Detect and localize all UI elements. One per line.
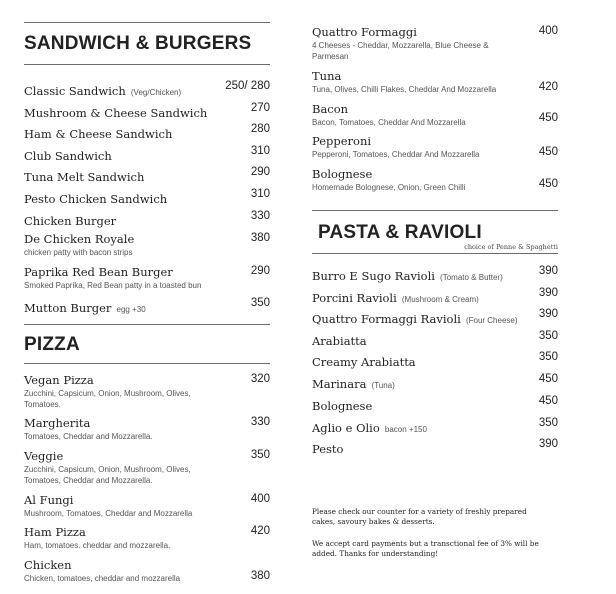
item-name: Marinara [312, 377, 367, 391]
item-description: Zucchini, Capsicum, Onion, Mushroom, Olives, Tomatoes, Cheddar and Mozzarella. [24, 465, 191, 485]
item-name: Burro E Sugo Ravioli [312, 269, 435, 283]
item-note: (Tuna) [371, 381, 395, 390]
item-price: 310 [250, 145, 270, 157]
item-price: 380 [250, 570, 270, 582]
section-title-pizza: PIZZA [24, 334, 80, 355]
item-name: Margherita [24, 416, 91, 430]
item-name: Bolognese [312, 399, 373, 413]
item-description: chicken patty with bacon strips [24, 248, 133, 257]
menu-item [312, 373, 558, 392]
menu-item [24, 265, 270, 291]
menu-item [312, 167, 558, 193]
menu-item [24, 558, 270, 584]
item-name: Pesto Chicken Sandwich [24, 192, 168, 206]
divider [24, 22, 270, 23]
item-description: Zucchini, Capsicum, Onion, Mushroom, Olives, Tomatoes. [24, 389, 191, 409]
item-name: Quattro Formaggi Ravioli [312, 312, 461, 326]
divider [24, 64, 270, 65]
menu-item [312, 395, 558, 414]
item-name: Porcini Ravioli [312, 291, 397, 305]
divider [312, 210, 558, 211]
item-price: 420 [538, 81, 558, 93]
item-name: Al Fungi [24, 493, 74, 507]
menu-item [24, 449, 270, 486]
section-title-sandwich: SANDWICH & BURGERS [24, 33, 252, 54]
item-price: 390 [538, 308, 558, 320]
item-description: Mushroom, Tomatoes, Cheddar and Mozzarella [24, 509, 193, 518]
menu-item [24, 145, 270, 164]
item-note: (Four Cheese) [465, 316, 518, 325]
menu-item [24, 188, 270, 207]
menu-item [24, 416, 270, 442]
item-price: 380 [250, 232, 270, 244]
item-name: Mutton Burger [24, 301, 112, 315]
section-title-pasta: PASTA & RAVIOLI [318, 222, 482, 243]
menu-item [24, 373, 270, 410]
menu-item [312, 417, 558, 436]
menu-item [312, 330, 558, 349]
item-price: 450 [538, 395, 558, 407]
menu-item [24, 123, 270, 142]
divider [312, 253, 558, 254]
menu-item [24, 166, 270, 185]
menu-item [312, 438, 558, 457]
item-name: Creamy Arabiatta [312, 355, 416, 369]
item-description: Smoked Paprika, Red Bean patty in a toasted bun [24, 281, 202, 290]
item-name: Quattro Formaggi [312, 25, 417, 39]
menu-item [24, 297, 270, 316]
item-name: Veggie [24, 449, 64, 463]
item-price: 450 [538, 373, 558, 385]
menu-item [24, 80, 270, 99]
item-name: Tuna [312, 69, 342, 83]
item-note: egg +30 [116, 305, 146, 314]
item-note: (Mushroom & Cream) [401, 295, 479, 304]
item-price: 330 [250, 416, 270, 428]
item-name: Chicken [24, 558, 72, 572]
menu-item [312, 287, 558, 306]
item-name: Mushroom & Cheese Sandwich [24, 106, 208, 120]
menu-item [312, 134, 558, 160]
item-price: 320 [250, 373, 270, 385]
item-price: 350 [538, 330, 558, 342]
menu-item [24, 210, 270, 229]
item-price: 290 [250, 265, 270, 277]
item-price: 420 [250, 525, 270, 537]
menu-item [312, 69, 558, 95]
item-note: (Veg/Chicken) [130, 88, 182, 97]
item-price: 390 [538, 287, 558, 299]
item-price: 390 [538, 265, 558, 277]
menu-item [312, 308, 558, 327]
item-price: 450 [538, 178, 558, 190]
item-name: Aglio e Olio [312, 421, 380, 435]
menu-item [24, 232, 270, 258]
item-description: 4 Cheeses - Cheddar, Mozzarella, Blue Cheese & Parmesan [312, 41, 489, 61]
item-description: Pepperoni, Tomatoes, Cheddar And Mozzarella [312, 150, 480, 159]
item-price: 450 [538, 112, 558, 124]
item-price: 350 [250, 449, 270, 461]
item-description: Tomatoes, Cheddar and Mozzarella. [24, 432, 153, 441]
item-price: 450 [538, 146, 558, 158]
item-price: 400 [250, 493, 270, 505]
menu-item [24, 102, 270, 121]
item-price: 400 [538, 25, 558, 37]
item-price: 270 [250, 102, 270, 114]
item-name: Club Sandwich [24, 149, 112, 163]
menu-item [312, 25, 558, 62]
divider [24, 363, 270, 364]
menu-item [312, 351, 558, 370]
item-description: Bacon, Tomatoes, Cheddar And Mozzarella [312, 118, 466, 127]
menu-item [24, 493, 270, 519]
item-price: 290 [250, 166, 270, 178]
item-price: 310 [250, 188, 270, 200]
menu-item [312, 102, 558, 128]
item-description: Ham, tomatoes. cheddar and mozzarella. [24, 541, 171, 550]
item-name: Ham Pizza [24, 525, 86, 539]
item-note: bacon +150 [384, 425, 427, 434]
item-price: 330 [250, 210, 270, 222]
item-note: (Tomato & Butter) [440, 273, 503, 282]
item-name: Bolognese [312, 167, 373, 181]
counter-note: Please check our counter for a variety of freshly prepared cakes, savoury bakes & desserts. [312, 507, 527, 526]
item-name: Bacon [312, 102, 349, 116]
item-description: Tuna, Olives, Chilli Flakes, Cheddar And Mozzarella [312, 85, 497, 94]
item-name: Vegan Pizza [24, 373, 94, 387]
menu-item [312, 265, 558, 284]
card-fee-note: We accept card payments but a transctional fee of 3% will be added. Thanks for understanding! [312, 539, 539, 558]
item-name: Arabiatta [312, 334, 367, 348]
divider [24, 324, 270, 325]
item-name: Pepperoni [312, 134, 372, 148]
item-price: 280 [250, 123, 270, 135]
item-price: 350 [538, 417, 558, 429]
section-subtitle: choice of Penne & Spaghetti [464, 243, 558, 251]
item-name: Pesto [312, 442, 344, 456]
menu-item [24, 525, 270, 551]
item-price: 390 [538, 438, 558, 450]
item-price: 250/ 280 [225, 80, 270, 92]
item-name: Ham & Cheese Sandwich [24, 127, 173, 141]
item-name: Paprika Red Bean Burger [24, 265, 173, 279]
item-description: Chicken, tomatoes, cheddar and mozzarella [24, 574, 181, 583]
item-name: Tuna Melt Sandwich [24, 170, 145, 184]
item-name: Chicken Burger [24, 214, 117, 228]
item-price: 350 [538, 351, 558, 363]
item-name: Classic Sandwich [24, 84, 126, 98]
item-name: De Chicken Royale [24, 232, 135, 246]
item-price: 350 [250, 297, 270, 309]
item-description: Homemade Bolognese, Onion, Green Chilli [312, 183, 466, 192]
